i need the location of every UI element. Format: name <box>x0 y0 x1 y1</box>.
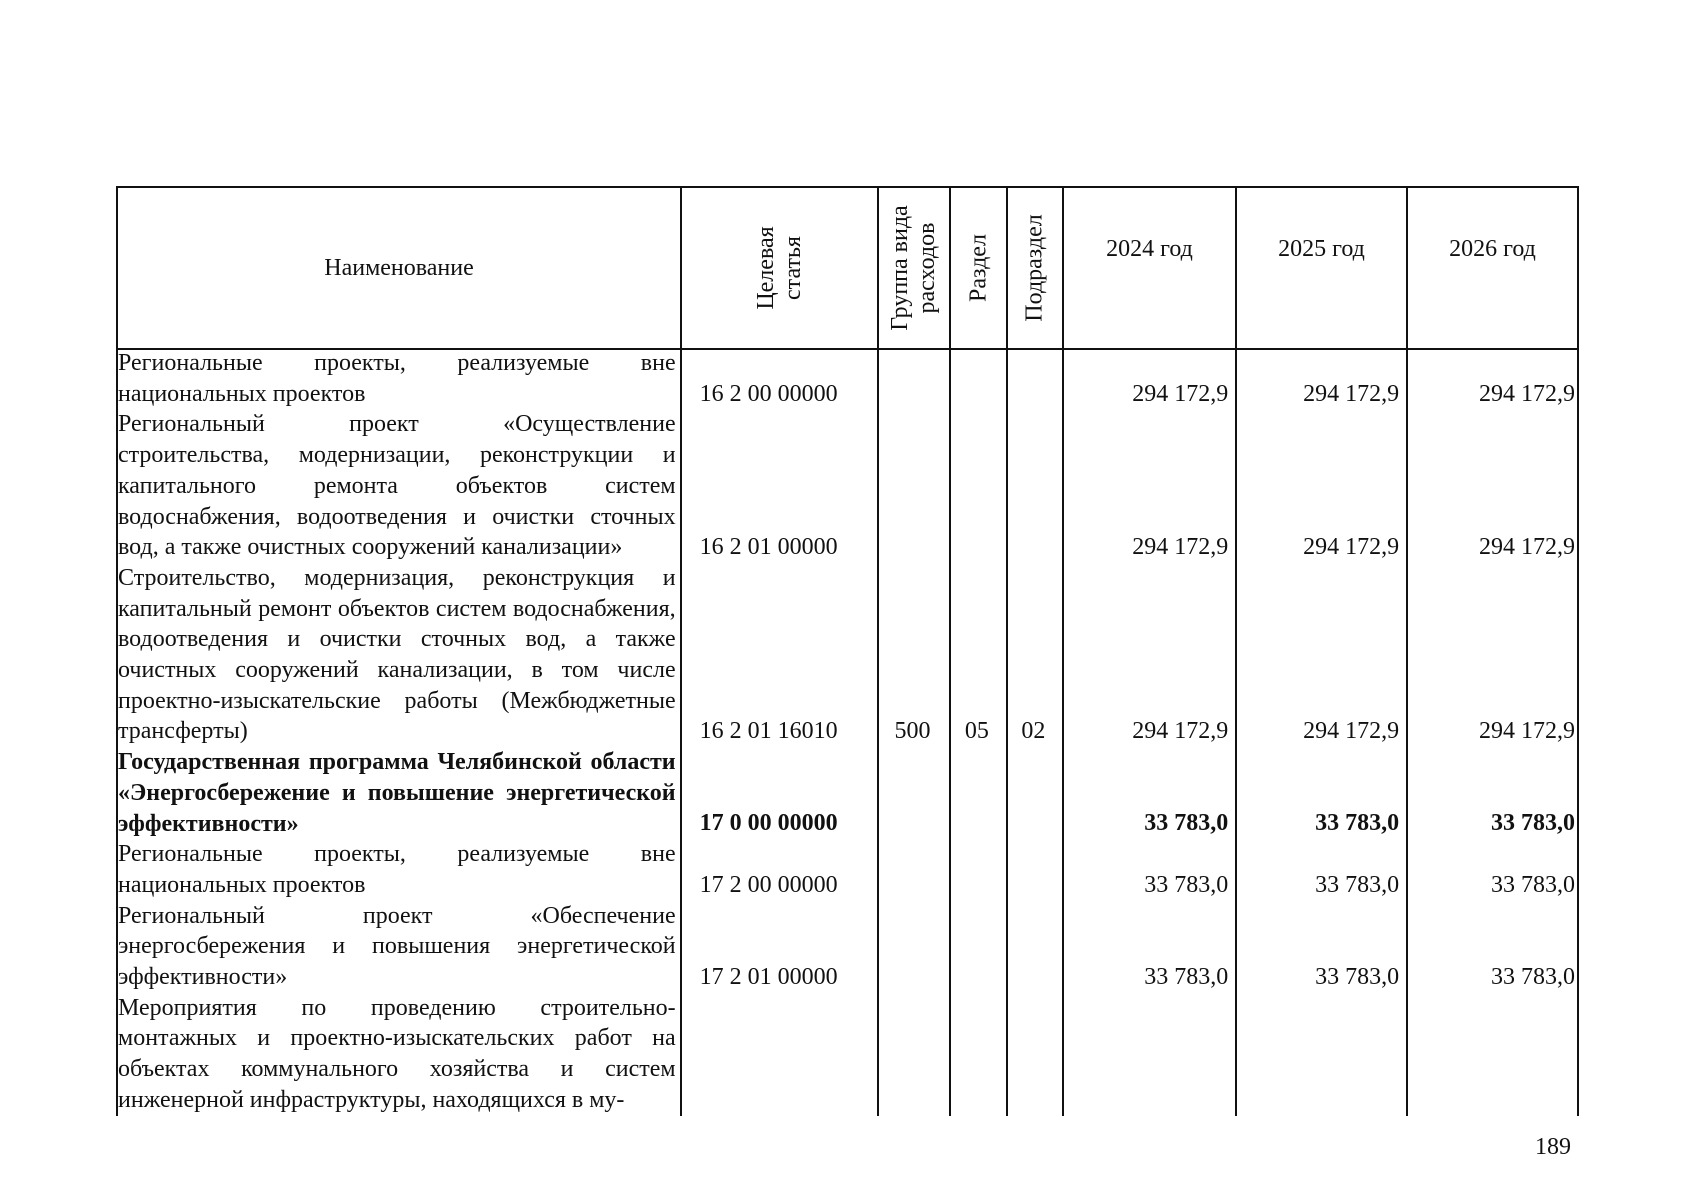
header-2024: 2024 год <box>1062 188 1235 350</box>
table-row: Региональные проекты, реализуемые вне национальных проектов 16 2 00 00000 294 172,9 294 172,9 294 172,9 <box>118 350 1575 407</box>
page-number: 189 <box>1535 1134 1571 1160</box>
table-row: Строительство, модернизация, реконструкция и капитальный ремонт объектов систем водоснабжения, водоотведения и очистки сточных вод, а также очистных сооружений канализации, в том числе проектно-изыскательские работы (Межбюджетные трансферты) 16 2 01 16010 500 05 02 294 172,9 294 172,9 294 172,9 <box>118 564 1575 745</box>
table-row: Региональные проекты, реализуемые вне национальных проектов 17 2 00 00000 33 783,0 33 783,0 33 783,0 <box>118 841 1575 898</box>
table-body <box>116 348 1579 1116</box>
table-row: Региональный проект «Обеспечение энергосбережения и повышения энергетической эффективности» 17 2 01 00000 33 783,0 33 783,0 33 783,0 <box>118 902 1575 990</box>
header-subsection: Подраздел <box>1006 188 1062 350</box>
header-group: Группа вида расходов <box>877 188 949 350</box>
header-name: Наименование <box>116 188 680 350</box>
table-row: Региональный проект «Осуществление строительства, модернизации, реконструкции и капитального ремонта объектов систем водоснабжения, водоотведения и очистки сточных вод, а также очистных сооружений канализации» 16 2 01 00000 294 172,9 294 172,9 294 172,9 <box>118 411 1575 561</box>
budget-table <box>116 186 1579 1116</box>
header-2025: 2025 год <box>1235 188 1406 350</box>
table-row: Мероприятия по проведению строительно-монтажных и проектно-изыскательских работ на объектах коммунального хозяйства и систем инженерной инфраструктуры, находящихся в му- <box>118 994 676 1113</box>
header-2026: 2026 год <box>1406 188 1579 350</box>
table-row: Государственная программа Челябинской области «Энергосбережение и повышение энергетической эффективности» 17 0 00 00000 33 783,0 33 783,0 33 783,0 <box>118 749 1575 837</box>
table-header <box>116 186 1579 350</box>
header-code: Целевая статья <box>680 188 877 350</box>
header-section: Раздел <box>949 188 1006 350</box>
